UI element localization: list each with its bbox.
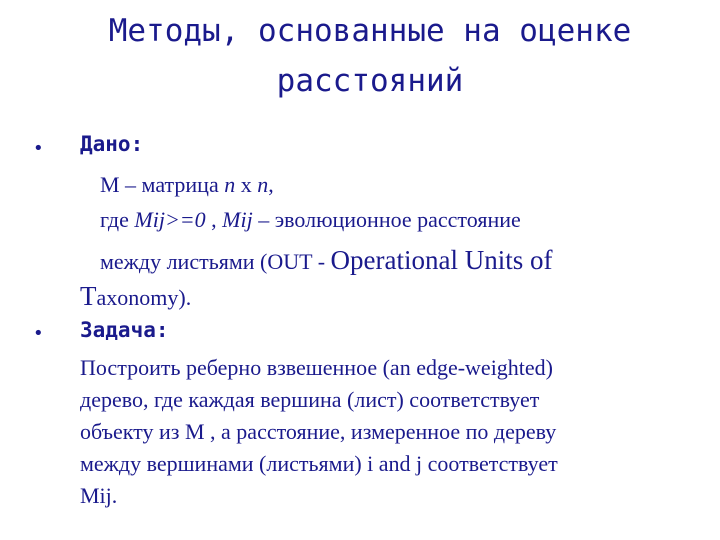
task-heading: Задача: [80,318,169,342]
given-var: Mij [222,207,253,232]
task-line: Mij. [80,483,118,508]
title-line-1: Методы, основанные на оценке [108,13,632,49]
given-text: nits of [484,245,553,275]
given-text: между листьями (OUT - [100,249,331,274]
given-text: ). [178,285,192,310]
task-line: Построить реберно взвешенное (an edge-weighted) [80,355,554,380]
given-text: perational [350,245,465,275]
given-text: T [80,281,97,311]
task-line: объекту из M , а расстояние, измеренное по дереву [80,419,557,444]
given-text: , [205,207,223,232]
given-var: n [224,172,236,197]
given-text: U [464,245,485,275]
given-text: , [268,172,274,197]
title-line-2: расстояний [276,63,464,99]
given-text: x [235,172,258,197]
given-text: axonomy [96,285,179,310]
given-heading: Дано: [80,132,144,156]
given-text: O [330,245,351,275]
given-line-1 [100,172,274,198]
given-text: где [100,207,135,232]
task-line: между вершинами (листьями) i and j соответствует [80,451,558,476]
slide-title [40,6,700,106]
bullet-marker-task: • [33,323,44,344]
bullet-marker-given: • [33,138,44,159]
task-line: дерево, где каждая вершина (лист) соответствует [80,387,540,412]
given-text: – эволюционное расстояние [252,207,521,232]
given-var: Mij>=0 [134,207,206,232]
given-line-4 [80,281,191,312]
given-line-2 [100,207,521,233]
given-var: n [257,172,269,197]
given-text: M – матрица [100,172,225,197]
given-line-3 [100,245,553,276]
